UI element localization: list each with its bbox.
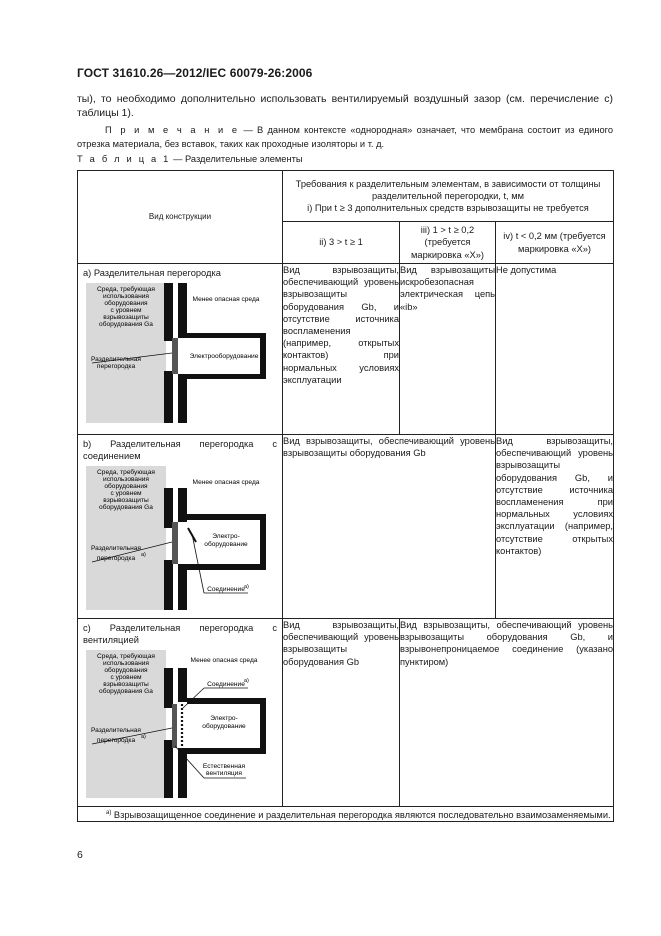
fig-b-sup: a) bbox=[141, 552, 146, 559]
header-col-iii-l1: iii) 1 > t ≥ 0,2 bbox=[420, 225, 475, 236]
fig-c-vent-l1: Естественная bbox=[202, 763, 246, 771]
fig-a-part-l2: перегородка bbox=[96, 363, 136, 371]
wall-inner-upper bbox=[178, 488, 187, 522]
fig-b-zone-l2: использования bbox=[103, 476, 149, 484]
fig-c-joint-sup: a) bbox=[244, 678, 249, 685]
paragraph-line-2: таблицы 1). bbox=[77, 106, 134, 119]
row-a-col-ii: Вид взрывозащиты, обеспечивающий уровень взрывозащиты оборудования Gb, и отсутствие источника воспламенения (например, открытых контактов) при нормальных условиях эксплуатации bbox=[283, 264, 400, 435]
table-caption-label: Т а б л и ц а 1 bbox=[77, 154, 171, 164]
partition bbox=[172, 522, 178, 564]
footnote-mark: a) bbox=[106, 810, 112, 816]
fig-b-part-l2: перегородка bbox=[96, 555, 136, 563]
fig-a-part-l1: Разделительная bbox=[90, 356, 142, 364]
row-a-col-iv: Не допустима bbox=[496, 264, 614, 435]
header-col-iii-l2: (требуется bbox=[424, 237, 471, 248]
table-caption bbox=[77, 154, 303, 164]
page-header: ГОСТ 31610.26—2012/IEC 60079-26:2006 bbox=[77, 66, 313, 80]
row-b-label: b) Разделительная перегородка с соединением bbox=[83, 439, 277, 462]
wall-inner-lower bbox=[178, 564, 187, 610]
wall-upper bbox=[164, 488, 173, 528]
row-c-col-ii: Вид взрывозащиты, обеспечивающий уровень взрывозащиты оборудования Gb bbox=[283, 619, 400, 807]
separation-elements-table bbox=[77, 170, 614, 822]
footnote-text: Взрывозащищенное соединение и разделительная перегородка являются последовательно взаимозаменяемыми. bbox=[111, 810, 611, 821]
paragraph-line-1: ты), то необходимо дополнительно использовать вентилируемый воздушный зазор (см. перечисление с) bbox=[77, 93, 613, 105]
figure-partition bbox=[86, 281, 276, 425]
wall-inner-lower bbox=[178, 748, 187, 798]
partition bbox=[172, 704, 177, 748]
fig-a-zone-l3: оборудования bbox=[104, 300, 148, 308]
wall-lower bbox=[164, 560, 173, 610]
body-paragraph bbox=[77, 93, 613, 120]
fig-b-zone-l4: с уровнем bbox=[110, 490, 142, 498]
note-text: — В данном контексте «однородная» означает, что мембрана состоит из единого отрезка материала, без вставок, таких как проходные изоляторы и т. д. bbox=[77, 125, 614, 149]
fig-c-vent-l2: вентиляция bbox=[206, 770, 242, 778]
fig-a-less-hazard: Менее опасная среда bbox=[192, 296, 260, 304]
fig-b-zone-l1: Среда, требующая bbox=[97, 469, 155, 477]
fig-b-joint: Соединение bbox=[207, 586, 245, 594]
fig-a-zone-l4: с уровнем bbox=[110, 307, 142, 315]
fig-a-zone-l1: Среда, требующая bbox=[97, 286, 155, 294]
header-col-iv bbox=[496, 222, 614, 264]
header-col-iii-l3: маркировка «X») bbox=[411, 249, 484, 260]
fig-b-zone-l5: взрывозащиты bbox=[103, 497, 149, 505]
fig-c-equip-l1: Электро- bbox=[210, 715, 238, 723]
fig-c-zone-l2: использования bbox=[103, 660, 149, 668]
fig-c-sup: a) bbox=[141, 734, 146, 741]
fig-c-zone-l5: взрывозащиты bbox=[103, 681, 149, 689]
row-c-label: c) Разделительная перегородка с вентиляцией bbox=[83, 623, 277, 646]
table-footnote bbox=[78, 807, 614, 822]
page-number: 6 bbox=[77, 849, 83, 861]
wall-upper bbox=[164, 668, 173, 708]
wall-inner-lower bbox=[178, 374, 187, 423]
partition bbox=[172, 338, 178, 374]
table-caption-text: — Разделительные элементы bbox=[170, 154, 303, 164]
fig-c-zone-l3: оборудования bbox=[104, 667, 148, 675]
leader-line bbox=[192, 534, 204, 593]
fig-a-zone-l5: взрывозащиты bbox=[103, 314, 149, 322]
fig-c-part-l1: Разделительная bbox=[90, 727, 142, 735]
fig-c-part-l2: перегородка bbox=[96, 737, 136, 745]
fig-c-zone-l4: с уровнем bbox=[110, 674, 142, 682]
fig-b-joint-sup: a) bbox=[244, 584, 249, 591]
table-footnote-row bbox=[78, 807, 614, 822]
fig-b-equip-l2: оборудование bbox=[204, 541, 248, 549]
fig-b-zone-l3: оборудования bbox=[104, 483, 148, 491]
header-req-line3: i) При t ≥ 3 дополнительных средств взрывозащиты не требуется bbox=[307, 203, 589, 214]
fig-c-zone-l6: оборудования Ga bbox=[99, 688, 153, 696]
row-b-construction bbox=[78, 435, 283, 619]
fig-b-zone-l6: оборудования Ga bbox=[99, 504, 153, 512]
fig-b-less-hazard: Менее опасная среда bbox=[192, 479, 260, 487]
header-req-line1: Требования к разделительным элементам, в зависимости от толщины bbox=[295, 178, 601, 189]
fig-c-equip-l2: оборудование bbox=[202, 723, 246, 731]
fig-b-part-l1: Разделительная bbox=[90, 545, 142, 553]
wall-lower bbox=[164, 371, 173, 423]
figure-partition-joint bbox=[86, 464, 276, 612]
fig-b-equip-l1: Электро- bbox=[212, 533, 240, 541]
row-a-construction bbox=[78, 264, 283, 435]
fig-a-zone-l6: оборудования Ga bbox=[99, 321, 153, 329]
header-col-iii bbox=[400, 222, 496, 264]
header-col-ii: ii) 3 > t ≥ 1 bbox=[283, 222, 400, 264]
header-req-line2: разделительной перегородки, t, мм bbox=[372, 190, 524, 201]
row-b-col-iv: Вид взрывозащиты, обеспечивающий уровень взрывозащиты оборудования Gb, и отсутствие источника воспламенения при нормальных условиях эксплуатации (например, отсутствие открытых контактов) bbox=[496, 435, 614, 619]
header-construction: Вид конструкции bbox=[78, 171, 283, 264]
wall-upper bbox=[164, 283, 173, 341]
row-a-label: a) Разделительная перегородка bbox=[83, 268, 221, 278]
wall-inner-upper bbox=[178, 668, 187, 702]
table-row bbox=[78, 619, 614, 807]
row-a-col-iii: Вид взрывозащиты искробезопасная электрическая цепь «ib» bbox=[400, 264, 496, 435]
table-row bbox=[78, 264, 614, 435]
fig-c-zone-l1: Среда, требующая bbox=[97, 653, 155, 661]
note-label: П р и м е ч а н и е bbox=[105, 125, 240, 135]
table-row bbox=[78, 435, 614, 619]
header-requirements bbox=[283, 171, 614, 222]
fig-a-equipment: Электрооборудование bbox=[189, 353, 259, 361]
note bbox=[77, 124, 613, 151]
fig-c-less-hazard: Менее опасная среда bbox=[190, 657, 258, 665]
fig-a-zone-l2: использования bbox=[103, 293, 149, 301]
wall-inner-upper bbox=[178, 283, 187, 338]
figure-partition-vent bbox=[86, 648, 276, 800]
header-col-iv-l1: iv) t < 0,2 мм (требуется bbox=[503, 231, 606, 242]
row-c-construction bbox=[78, 619, 283, 807]
wall-lower bbox=[164, 740, 173, 798]
fig-c-joint: Соединение bbox=[207, 681, 245, 689]
row-b-col-ii-iii: Вид взрывозащиты, обеспечивающий уровень взрывозащиты оборудования Gb bbox=[283, 435, 496, 619]
row-c-col-iii-iv: Вид взрывозащиты, обеспечивающий уровень взрывозащиты оборудования Gb, и взрывонепроницаемое соединение (указано пунктиром) bbox=[400, 619, 614, 807]
header-col-iv-l2: маркировка «X») bbox=[518, 243, 591, 254]
